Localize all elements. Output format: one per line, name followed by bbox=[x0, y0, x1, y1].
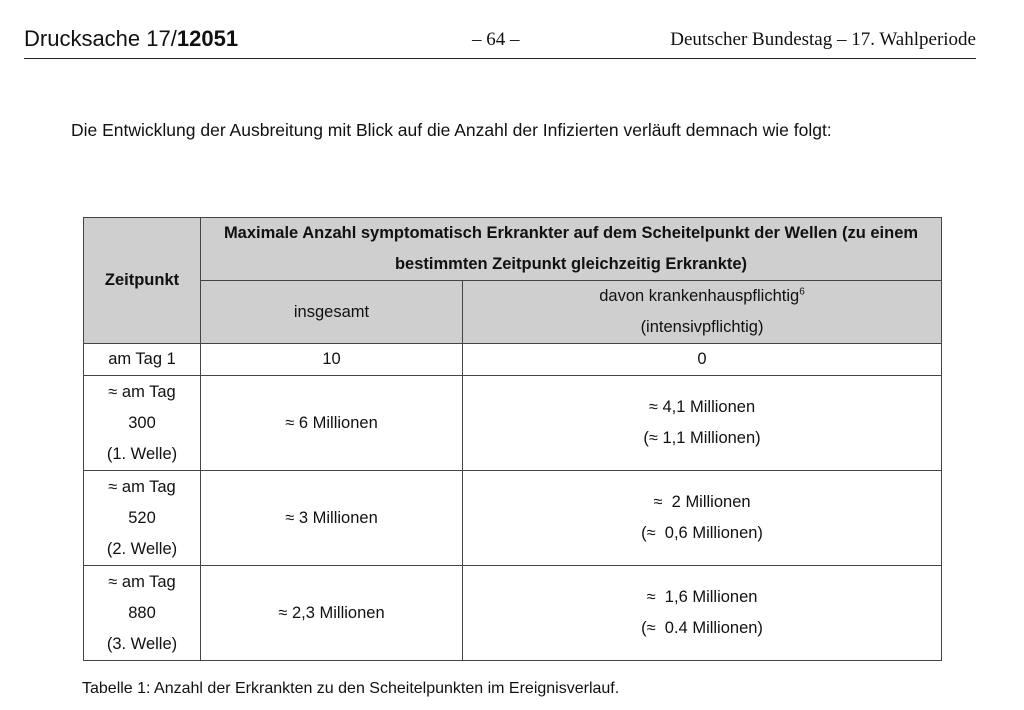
zeitpunkt-line-2: 880 bbox=[128, 603, 156, 622]
zeitpunkt-line-3: (1. Welle) bbox=[106, 444, 178, 463]
page-number: – 64 – bbox=[472, 29, 520, 50]
intro-paragraph: Die Entwicklung der Ausbreitung mit Blick auf die Anzahl der Infizierten verläuft demnach wie folgt: bbox=[71, 120, 832, 140]
table-row bbox=[84, 471, 942, 566]
cell-zeitpunkt bbox=[84, 566, 201, 661]
table-row bbox=[84, 344, 942, 376]
document-number-period: 17/ bbox=[146, 26, 177, 51]
zeitpunkt-line-1: ≈ am Tag bbox=[108, 477, 176, 496]
table-row bbox=[84, 376, 942, 471]
page-header bbox=[24, 24, 976, 59]
zeitpunkt-line-3: (3. Welle) bbox=[106, 634, 178, 653]
header-davon-label: davon krankenhauspflichtig bbox=[599, 287, 800, 305]
cell-davon bbox=[463, 471, 942, 566]
document-number-prefix: Drucksache bbox=[24, 26, 147, 51]
zeitpunkt-line-1: ≈ am Tag bbox=[108, 382, 176, 401]
cell-davon bbox=[463, 376, 942, 471]
cell-zeitpunkt bbox=[84, 471, 201, 566]
header-zeitpunkt: Zeitpunkt bbox=[84, 218, 201, 344]
table-row bbox=[84, 566, 942, 661]
davon-line-1: ≈ 2 Millionen bbox=[653, 493, 751, 511]
cell-insgesamt: ≈ 3 Millionen bbox=[201, 471, 463, 566]
davon-line-2: (≈ 0,6 Millionen) bbox=[641, 524, 763, 542]
table-caption: Tabelle 1: Anzahl der Erkrankten zu den Scheitelpunkten im Ereignisverlauf. bbox=[82, 680, 620, 697]
document-number bbox=[24, 26, 238, 52]
zeitpunkt-line-1: ≈ am Tag bbox=[108, 572, 176, 591]
zeitpunkt-line-3: (2. Welle) bbox=[106, 539, 178, 558]
cell-davon: 0 bbox=[463, 344, 942, 376]
footnote-marker: 6 bbox=[799, 286, 805, 298]
document-number-id: 12051 bbox=[176, 26, 239, 51]
header-insgesamt: insgesamt bbox=[201, 281, 463, 344]
davon-line-1: ≈ 1,6 Millionen bbox=[646, 588, 758, 606]
davon-line-2: (≈ 0.4 Millionen) bbox=[641, 619, 763, 637]
cell-zeitpunkt: am Tag 1 bbox=[84, 344, 201, 376]
cell-insgesamt: ≈ 2,3 Millionen bbox=[201, 566, 463, 661]
cell-davon bbox=[463, 566, 942, 661]
zeitpunkt-line-2: 520 bbox=[128, 508, 156, 527]
davon-line-1: ≈ 4,1 Millionen bbox=[648, 398, 756, 416]
header-intensiv-label: (intensivpflichtig) bbox=[640, 318, 764, 336]
davon-line-2: (≈ 1,1 Millionen) bbox=[643, 429, 761, 447]
header-davon bbox=[463, 281, 942, 344]
header-maximale-anzahl: Maximale Anzahl symptomatisch Erkrankter auf dem Scheitelpunkt der Wellen (zu einem bestimmten Zeitpunkt gleichzeitig Erkrankte) bbox=[201, 218, 942, 281]
cell-zeitpunkt bbox=[84, 376, 201, 471]
infection-table bbox=[83, 217, 942, 661]
cell-insgesamt: ≈ 6 Millionen bbox=[201, 376, 463, 471]
publisher: Deutscher Bundestag – 17. Wahlperiode bbox=[670, 29, 976, 50]
cell-insgesamt: 10 bbox=[201, 344, 463, 376]
zeitpunkt-line-2: 300 bbox=[128, 413, 156, 432]
